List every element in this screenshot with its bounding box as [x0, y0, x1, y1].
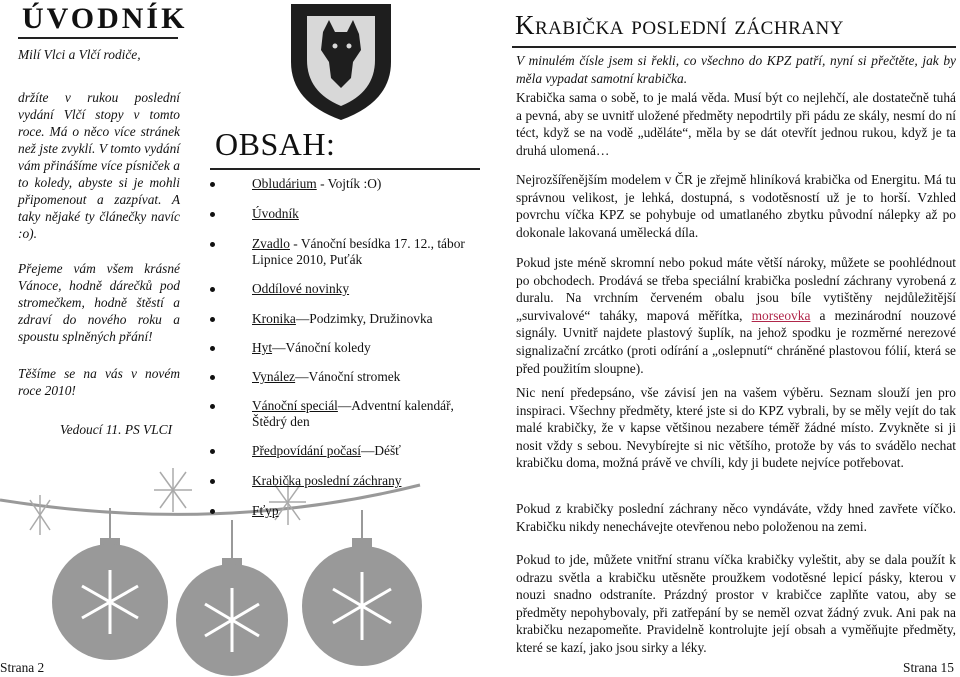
- toc-link[interactable]: Fťyp: [252, 503, 279, 518]
- toc-link[interactable]: Obludárium: [252, 176, 317, 191]
- toc-link[interactable]: Hyt: [252, 340, 273, 355]
- sparkle-star-icon: [30, 495, 50, 535]
- ornament-ball-1: [52, 508, 168, 660]
- page-number-right: Strana 15: [903, 660, 954, 675]
- title-divider: [18, 37, 178, 39]
- sparkle-star-icon: [154, 468, 192, 512]
- toc-link[interactable]: Krabička poslední záchrany: [252, 473, 402, 488]
- bullet-icon: [210, 404, 215, 409]
- toc-link[interactable]: Předpovídání počasí: [252, 443, 361, 458]
- bullet-icon: [210, 479, 215, 484]
- bullet-icon: [210, 375, 215, 380]
- signature: Vedoucí 11. PS VLCI: [60, 422, 173, 437]
- wolf-shield-logo: [289, 2, 393, 122]
- uvodnik-title: ÚVODNÍK: [22, 2, 188, 35]
- intro-paragraph: držíte v rukou poslední vydání Vlčí stopy v tomto roce. Má o něco více stránek než jste zvyklí. V tomto vydání vám přinášíme více písniček a to koledy, abyste si je mohli připomenout a zazpívat. A taky nějaké ty článečky navíc :o).: [18, 90, 180, 241]
- closing-paragraph: Těšíme se na vás v novém roce 2010!: [18, 366, 180, 398]
- article-paragraph: Pokud z krabičky poslední záchrany něco vyndáváte, vždy hned zavřete víčko. Krabičku nikdy nenechávejte otevřenou nebo položenou na zemi.: [516, 501, 956, 534]
- article-paragraph: [516, 254, 956, 377]
- bullet-icon: [210, 212, 215, 217]
- article-paragraph: Nejrozšířenějším modelem v ČR je zřejmě hliníková krabička od Energitu. Má tu správnou velikost, je lehká, dostupná, s vodotěsností už je to horší. Vzhled povrchu víčka KPZ se pohybuje od umatlaného zbytku původní nálepky až po dokonale lakovaná umělecká díla.: [516, 172, 956, 240]
- toc-link[interactable]: Vánoční speciál: [252, 398, 338, 413]
- toc-link[interactable]: Oddílové novinky: [252, 281, 350, 296]
- article-paragraph: Nic není předepsáno, vše závisí jen na vašem výběru. Seznam slouží jen pro inspiraci. Všechny předměty, které jste si do KPZ vybrali, by se měly vejít do tak malé krabičky, že v kapse většinou nezabere téměř žádné místo. Zvykněte si ji nosit vždy s sebou. Nevybírejte si nic většího, protože by vás to svádělo nechat krabičku doma, možná právě ve chvíli, kdy ji budete nejvíce potřebovat.: [516, 385, 956, 471]
- article-title: Krabička poslední záchrany: [515, 10, 844, 40]
- toc-description: - Vánoční besídka 17. 12., tábor Lipnice 2010, Puťák: [252, 236, 465, 267]
- greeting-text: Milí Vlci a Vlčí rodiče,: [18, 47, 141, 62]
- toc-description: —Podzimky, Družinovka: [295, 311, 433, 326]
- toc-description: —Adventní kalendář, Štědrý den: [252, 398, 454, 429]
- bullet-icon: [210, 346, 215, 351]
- toc-link[interactable]: Úvodník: [252, 206, 299, 221]
- article-intro: V minulém čísle jsem si řekli, co všechno do KPZ patří, nyní si přečtěte, jak by měla vypadat samotní krabička.: [516, 53, 956, 86]
- article-title-divider: [512, 46, 956, 48]
- toc-description: —Vánoční koledy: [272, 340, 371, 355]
- toc-description: - Vojtík :O): [316, 176, 382, 191]
- paragraph-text: a mezinárodní nouzové signály. Uvnitř najdete plastový šuplík, na jehož spodku je rozměrné nerezové signalizační zrcátko (proti odírání a „oslepnutí“ chráněné plastovou fólií, která se před použitím sloupne).: [516, 307, 956, 376]
- article-paragraph: Pokud to jde, můžete vnitřní stranu víčka krabičky vyleštit, aby se dala použít k odrazu světla a krabičku utěsněte proužkem vodotěsné lepicí pásky, kterou v nouzi snadno odstraníte. Prázdný prostor v krabičce zaplňte vatou, aby se předměty nepohybovaly, při zatřepání by se neměl ozvat žádný zvuk. Ani pak na krabičku nezapomeňte. Pravidelně kontrolujte její obsah a vyměňujte předměty, které se kazí, jako jsou sirky a léky.: [516, 552, 956, 655]
- toc-description: —Déšť: [360, 443, 401, 458]
- bullet-icon: [210, 449, 215, 454]
- bullet-icon: [210, 182, 215, 187]
- morseovka-link[interactable]: morseovka: [751, 307, 811, 323]
- bullet-icon: [210, 317, 215, 322]
- wishes-paragraph: Přejeme vám všem krásné Vánoce, hodně dárečků pod stromečkem, hodně štěstí a zdraví do nového roku a spoustu splněných přání!: [18, 261, 180, 344]
- ornament-ball-2: [176, 520, 288, 676]
- paragraph-text: Pokud jste méně skromní nebo pokud máte větší nároky, můžete se poohlédnout po obchodech. Prodává se třeba speciální krabička poslední záchrany vyrobená z duralu. Na vrchním červeném obalu jsou bíle vytištěny nejdůležitější „survivalové“ taháky, mapová měřítka,: [516, 255, 956, 323]
- bullet-icon: [210, 287, 215, 292]
- contents-title: OBSAH:: [215, 126, 336, 162]
- toc-link[interactable]: Vynález: [252, 369, 296, 384]
- bullet-icon: [210, 242, 215, 247]
- toc-link[interactable]: Kronika: [252, 311, 296, 326]
- page-number-left: Strana 2: [0, 660, 45, 675]
- contents-divider: [210, 168, 480, 170]
- ornament-ball-3: [302, 510, 422, 666]
- toc-description: —Vánoční stromek: [295, 369, 401, 384]
- article-paragraph: Krabička sama o sobě, to je malá věda. Musí být co nejlehčí, ale dostatečně tuhá a pevná, aby se uvnitř uložené předměty nepodrtily při pádu ze skály, nesmí do ní téct, když se na vodě „uděláte“, měla by se dát otevřít jednou rukou, když je ta druhá ulomená…: [516, 90, 956, 158]
- bullet-icon: [210, 509, 215, 514]
- toc-link[interactable]: Zvadlo: [252, 236, 290, 251]
